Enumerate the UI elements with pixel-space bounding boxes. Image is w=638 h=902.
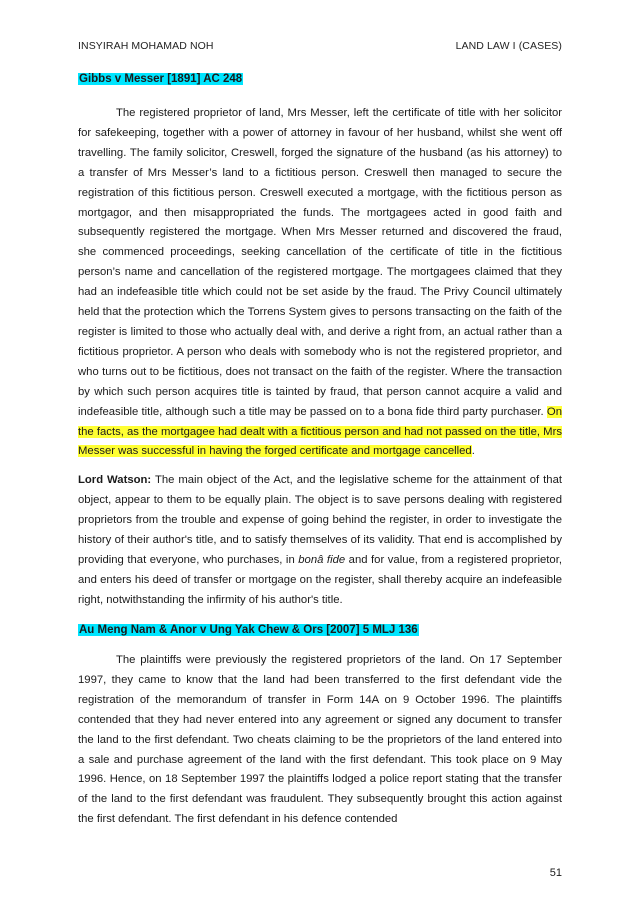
lord-watson-quote: Lord Watson: The main object of the Act, and the legislative scheme for the attainment of that object, appear to them to be equally plain. The object is to save persons dealing with registered proprietors from the trouble and expense of going behind the register, in order to investigate the history of their author's title, and to satisfy themselves of its validity. That end is accomplished by providing that everyone, who purchases, in bonâ fide and for value, from a registered proprietor, and enters his deed of transfer or mortgage on the register, shall thereby acquire an indefeasible right, notwithstanding the infirmity of his author's title. xyxy=(78,474,562,606)
header-course: LAND LAW I (CASES) xyxy=(455,40,562,52)
gibbs-facts-paragraph: The registered proprietor of land, Mrs Messer, left the certificate of title with her solicitor for safekeeping, together with a power of attorney in favour of her husband, whilst she went off travelling. The family solicitor, Creswell, forged the signature of the husband (as his attorney) to a transfer of Mrs Messer’s land to a fictitious person. Creswell then managed to secure the registration of this fictitious person. Creswell executed a mortgage, with the fictitious person as mortgagor, and then misappropriated the funds. The mortgagees acted in good faith and subsequently registered the mortgage. When Mrs Messer returned and discovered the fraud, she commenced proceedings, seeking cancellation of the certificate of title in the fictitious person’s name and cancellation of the registered mortgage. The mortgagees claimed that they had an indefeasible title which could not be set aside by the fraud. The Privy Council ultimately held that the protection which the Torrens System gives to persons transacting on the faith of the register is limited to those who actually deal with, and derive a right from, an actual rather than a fictitious proprietor. A person who deals with somebody who is not the registered proprietor, and who turns out to be fictitious, does not transact on the faith of the register. Where the transaction by which such person acquires title is tainted by fraud, that person cannot acquire a valid and indefeasible title, although such a title may be passed on to a bona fide third party purchaser. On the facts, as the mortgagee had dealt with a fictitious person and had not passed on the title, Mrs Messer was successful in having the forged certificate and mortgage cancelled. xyxy=(78,107,562,458)
speaker-name: Lord Watson: xyxy=(78,474,152,487)
running-header xyxy=(78,40,562,52)
au-meng-nam-facts-paragraph: The plaintiffs were previously the registered proprietors of the land. On 17 September 1997, they came to know that the land had been transferred to the first defendant vide the registration of the memorandum of transfer in Form 14A on 9 October 1996. The plaintiffs contended that they had never entered into any agreement or signed any document to transfer the land to the first defendant. Two cheats claiming to be the proprietors of the land entered into a sale and purchase agreement of the land with the first defendant. This took place on 9 May 1996. Hence, on 18 September 1997 the plaintiffs lodged a police report stating that the transfer of the land to the first defendant was fraudulent. They subsequently brought this action against the first defendant. The first defendant in his defence contended xyxy=(78,654,562,826)
case-body-au-meng-nam xyxy=(78,651,562,830)
highlighted-holding: On the facts, as the mortgagee had dealt with a fictitious person and had not passed on the title, Mrs Messer was successful in having the forged certificate and mortgage cancelled xyxy=(78,405,562,458)
case-title-au-meng-nam: Au Meng Nam & Anor v Ung Yak Chew & Ors [2007] 5 MLJ 136 xyxy=(79,624,418,636)
header-author: INSYIRAH MOHAMAD NOH xyxy=(78,40,214,52)
case-body-gibbs xyxy=(78,104,562,611)
case-title-gibbs: Gibbs v Messer [1891] AC 248 xyxy=(79,73,243,85)
page-number: 51 xyxy=(549,867,562,879)
